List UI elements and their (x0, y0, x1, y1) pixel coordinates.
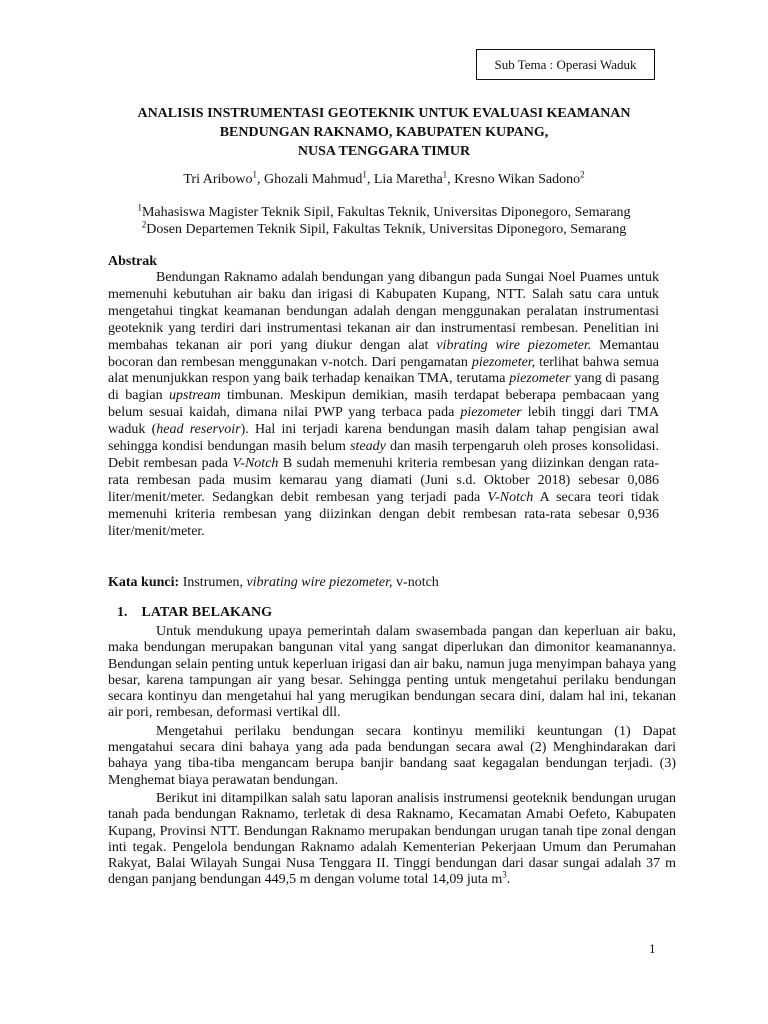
paper-title (60, 104, 708, 161)
title-line-2: BENDUNGAN RAKNAMO, KABUPATEN KUPANG, (219, 125, 549, 140)
abstract-italic-term: piezometer, (471, 354, 536, 370)
author-separator: , (447, 172, 455, 187)
author-name: Tri Aribowo (183, 172, 253, 187)
abstract-body (108, 270, 659, 541)
abstract-text: ). Hal ini terjadi karena bendungan masih dalam tahap pengisian awal sehingga kondisi bendungan masih belum (108, 422, 659, 455)
author-name: Kresno Wikan Sadono (454, 172, 581, 187)
title-line-1: ANALISIS INSTRUMENTASI GEOTEKNIK UNTUK EVALUASI KEAMANAN (137, 106, 631, 121)
affiliation-2 (60, 221, 708, 238)
keywords (108, 574, 668, 591)
abstract-text: terlihat bahwa semua alat menunjukkan respon yang baik terhadap kenaikan TMA, terutama (108, 354, 659, 387)
sub-tema-box (476, 49, 655, 80)
author-affiliation-mark: 1 (252, 169, 257, 180)
body-paragraph: Mengetahui perilaku bendungan secara kontinyu memiliki keuntungan (1) Dapat mengatahui secara dini bahaya yang ada pada bendungan secara awal (2) Menghindarakan dari bahaya yang tiba-tiba mengancam berupa banjir bandang saat kegagalan bendungan terjadi. (3) Menghemat biaya perawatan bendungan. (108, 723, 676, 788)
sub-tema-label: Sub Tema : Operasi Waduk (494, 56, 637, 72)
abstract-text: lebih tinggi dari TMA waduk ( (108, 405, 659, 438)
body-text: Berikut ini ditampilkan salah satu laporan analisis instrumensi geoteknik bendungan urugan tanah pada bendungan Raknamo, terletak di desa Raknamo, Kecamatan Amabi Oefeto, Kabupaten Kupang, Provinsi NTT. Bendungan Raknamo merupakan bendungan urugan tanah tipe zonal dengan inti tegak. Pengelola bendungan Raknamo adalah Kementerian Pekerjaan Umum dan Perumahan Rakyat, Balai Wilayah Sungai Nusa Tenggara II. Tinggi bendungan dari dasar sungai adalah 37 m dengan panjang bendungan 449,5 m dengan volume total 14,09 juta m (108, 790, 676, 888)
abstract-text: Memantau bocoran dan rembesan menggunakan v-notch. Dari pengamatan (108, 337, 660, 370)
body-paragraph (108, 791, 676, 889)
abstract-italic-term: V-Notch (487, 489, 534, 505)
abstract-italic-term: piezometer (509, 371, 571, 387)
body-paragraph: Untuk mendukung upaya pemerintah dalam swasembada pangan dan keperluan air baku, maka bendungan merupakan bangunan vital yang sangat diperlukan dan dimonitor keamanannya. Bendungan selain penting untuk keperluan irigasi dan air baku, namun juga menyimpan bahaya yang besar, karena tampungan air yang besar. Sehingga penting untuk mengetahui perilaku bendungan secara kontinyu dan mengetahui hal yang merugikan bendungan secara dini, dalam hal ini, tekanan air pori, rembesan, deformasi vertikal dll. (108, 624, 676, 721)
author-separator: , (257, 172, 264, 187)
abstract-text: A secara teori tidak memenuhi kriteria rembesan yang diizinkan dengan debit rembesan rata-rata sebesar 0,936 liter/menit/meter. (108, 489, 659, 539)
abstract-italic-term: V-Notch (232, 455, 279, 471)
keyword-italic: vibrating wire piezometer, (246, 575, 393, 590)
author-affiliation-mark: 2 (580, 169, 585, 180)
abstract-heading: Abstrak (108, 254, 158, 269)
author-affiliation-mark: 1 (362, 169, 367, 180)
abstract-italic-term: steady (350, 439, 386, 455)
abstract-text: Bendungan Raknamo adalah bendungan yang dibangun pada Sungai Noel Puames untuk memenuhi kebutuhan air baku dan irigasi di Kabupaten Kupang, NTT. Salah satu cara untuk mengetahui tingkat keamanan bendungan adalah dengan menggunakan peralatan instrumentasi geoteknik yang terdiri dari instrumentasi tekanan air dan instrumentasi rembesan. Penelitian ini membahas tekanan air pori yang diukur dengan alat (108, 270, 659, 353)
abstract-text: yang di pasang di bagian (108, 371, 659, 404)
keyword-text: Instrumen, (179, 575, 247, 590)
author-separator: , (366, 172, 374, 187)
author-name: Ghozali Mahmud (264, 172, 363, 187)
abstract-italic-term: head reservoir (156, 422, 241, 438)
section-body (108, 624, 676, 891)
affiliations (60, 204, 708, 238)
superscript: 3 (502, 869, 507, 880)
section-heading (117, 605, 272, 621)
affiliation-text: Mahasiswa Magister Teknik Sipil, Fakultas Teknik, Universitas Diponegoro, Semarang (141, 205, 631, 220)
section-number: 1. (117, 605, 128, 620)
author-list (60, 170, 708, 190)
title-line-3: NUSA TENGGARA TIMUR (297, 144, 471, 159)
body-text: . (506, 872, 511, 888)
abstract-text: timbunan. Meskipun demikian, masih terdapat beberapa pembacaan yang belum sesuai kaidah, dimana nilai PWP yang terbaca pada (108, 388, 659, 421)
abstract-text: dan masih terpengaruh oleh proses konsolidasi. Debit rembesan pada (108, 439, 659, 471)
affiliation-mark: 2 (141, 219, 147, 230)
author-name: Lia Maretha (373, 172, 443, 187)
keywords-label: Kata kunci: (108, 575, 180, 590)
affiliation-mark: 1 (137, 202, 142, 213)
affiliation-text: Dosen Departemen Teknik Sipil, Fakultas Teknik, Universitas Diponegoro, Semarang (146, 222, 627, 237)
author-affiliation-mark: 1 (442, 169, 448, 180)
abstract-italic-term: vibrating wire piezometer. (436, 337, 592, 353)
abstract-italic-term: piezometer (460, 405, 522, 421)
abstract-text: B sudah memenuhi kriteria rembesan yang diizinkan dengan rata-rata rembesan pada musim kemarau yang diamati (Juni s.d. Oktober 2018) sebesar 0,086 liter/menit/meter. Sedangkan debit rembesan yang terjadi pada (108, 455, 659, 505)
page-number: 1 (649, 941, 656, 956)
section-title: LATAR BELAKANG (141, 605, 273, 620)
keyword-text: v-notch (392, 575, 439, 590)
abstract-italic-term: upstream (169, 388, 221, 404)
abstract-paragraph (108, 270, 659, 541)
affiliation-1 (60, 204, 708, 221)
